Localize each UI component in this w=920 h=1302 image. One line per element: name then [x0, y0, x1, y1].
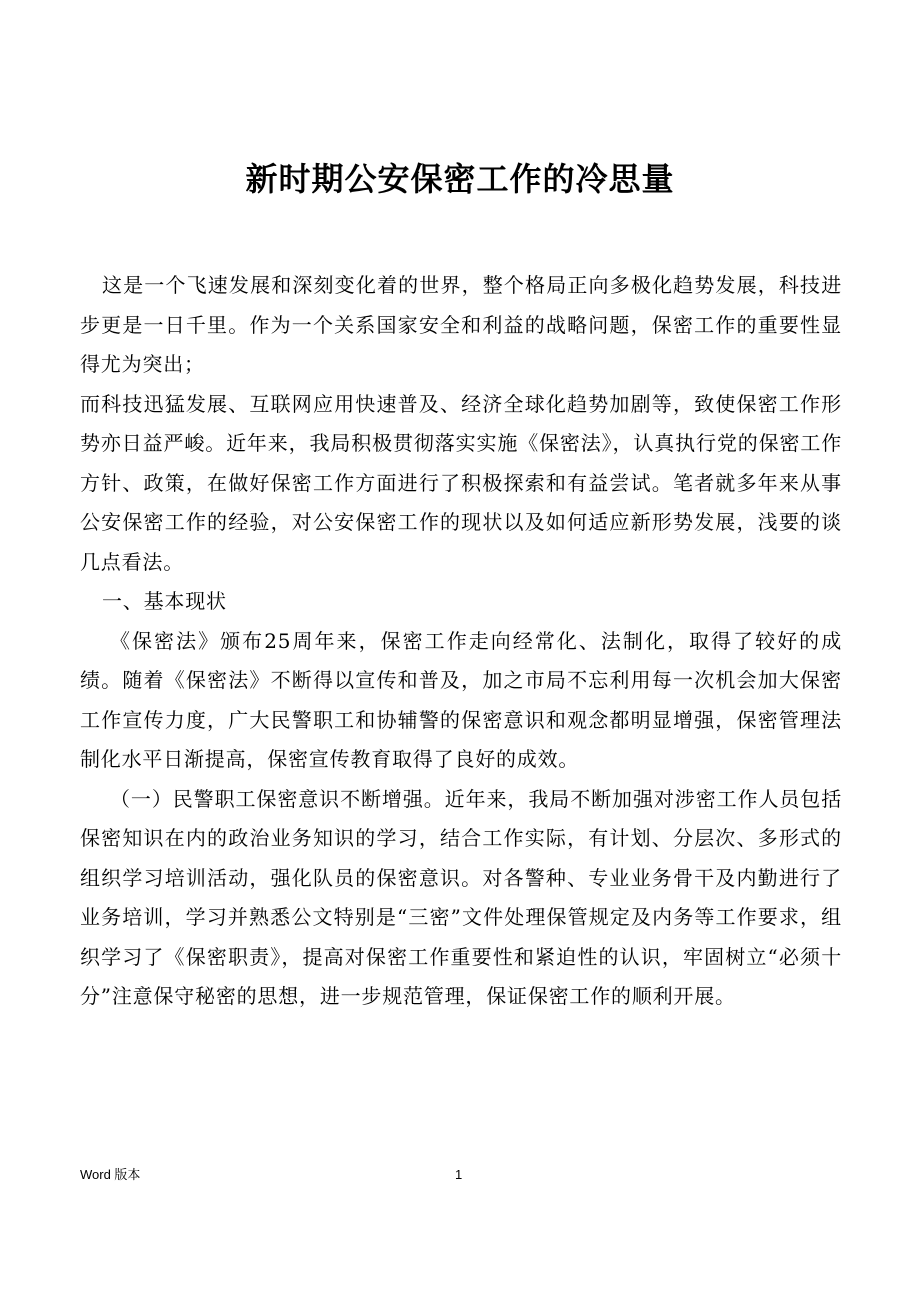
footer-version-label: Word 版本: [80, 1167, 141, 1182]
paragraph-secrecy-law: 《保密法》颁布25周年来，保密工作走向经常化、法制化，取得了较好的成绩。随着《保密法》不断得以宣传和普及，加之市局不忘利用每一次机会加大保密工作宣传力度，广大民警职工和协辅警的保密意识和观念都明显增强，保密管理法制化水平日渐提高，保密宣传教育取得了良好的成效。: [80, 628, 842, 771]
footer-page-number: 1: [455, 1167, 463, 1182]
paragraph-awareness: （一）民警职工保密意识不断增强。近年来，我局不断加强对涉密工作人员包括保密知识在内的政治业务知识的学习，结合工作实际，有计划、分层次、多形式的组织学习培训活动，强化队员的保密意识。对各警种、专业业务骨干及内勤进行了业务培训，学习并熟悉公文特别是“三密”文件处理保管规定及内务等工作要求，组织学习了《保密职责》，提高对保密工作重要性和紧迫性的认识，牢固树立“必须十分”注意保守秘密的思想，进一步规范管理，保证保密工作的顺利开展。: [80, 786, 842, 1008]
section-heading-basic-status: 一、基本现状: [102, 589, 227, 613]
paragraph-situation: 而科技迅猛发展、互联网应用快速普及、经济全球化趋势加剧等，致使保密工作形势亦日益严峻。近年来，我局积极贯彻落实实施《保密法》，认真执行党的保密工作方针、政策，在做好保密工作方面进行了积极探索和有益尝试。笔者就多年来从事公安保密工作的经验，对公安保密工作的现状以及如何适应新形势发展，浅要的谈几点看法。: [80, 391, 842, 574]
paragraph-intro: 这是一个飞速发展和深刻变化着的世界，整个格局正向多极化趋势发展，科技进步更是一日千里。作为一个关系国家安全和利益的战略问题，保密工作的重要性显得尤为突出；: [80, 273, 842, 376]
document-title: 新时期公安保密工作的冷思量: [245, 160, 675, 199]
document-body: [80, 266, 842, 1017]
